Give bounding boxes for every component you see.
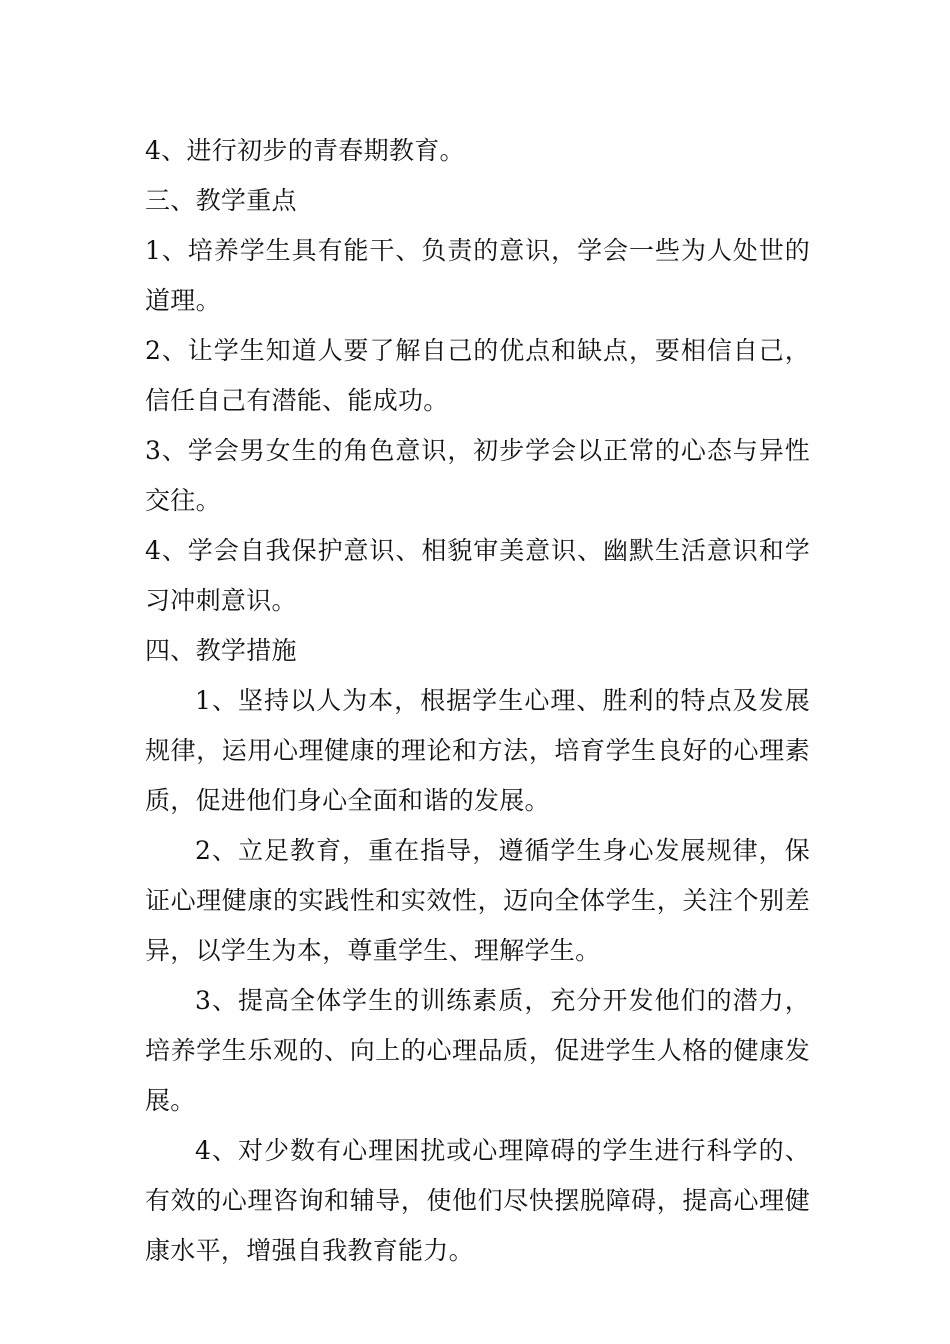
section-heading-teaching-measures: 四、教学措施 [145,636,297,665]
paragraph-measure-4: 4、对少数有心理困扰或心理障碍的学生进行科学的、有效的心理咨询和辅导，使他们尽快摆脱障碍，提高心理健康水平，增强自我教育能力。 [145,1136,810,1265]
paragraph-measure-3: 3、提高全体学生的训练素质，充分开发他们的潜力，培养学生乐观的、向上的心理品质，促进学生人格的健康发展。 [145,986,810,1115]
document-body [145,126,810,1276]
paragraph-focus-1: 1、培养学生具有能干、负责的意识，学会一些为人处世的道理。 [145,236,810,315]
paragraph-adolescence-education: 4、进行初步的青春期教育。 [145,136,465,165]
paragraph-measure-1: 1、坚持以人为本，根据学生心理、胜利的特点及发展规律，运用心理健康的理论和方法，培育学生良好的心理素质，促进他们身心全面和谐的发展。 [145,686,810,815]
paragraph-measure-2: 2、立足教育，重在指导，遵循学生身心发展规律，保证心理健康的实践性和实效性，迈向全体学生，关注个别差异，以学生为本，尊重学生、理解学生。 [145,836,810,965]
section-heading-teaching-focus: 三、教学重点 [145,186,297,215]
paragraph-focus-3: 3、学会男女生的角色意识，初步学会以正常的心态与异性交往。 [145,436,810,515]
paragraph-focus-2: 2、让学生知道人要了解自己的优点和缺点，要相信自己，信任自己有潜能、能成功。 [145,336,810,415]
paragraph-focus-4: 4、学会自我保护意识、相貌审美意识、幽默生活意识和学习冲刺意识。 [145,536,810,615]
